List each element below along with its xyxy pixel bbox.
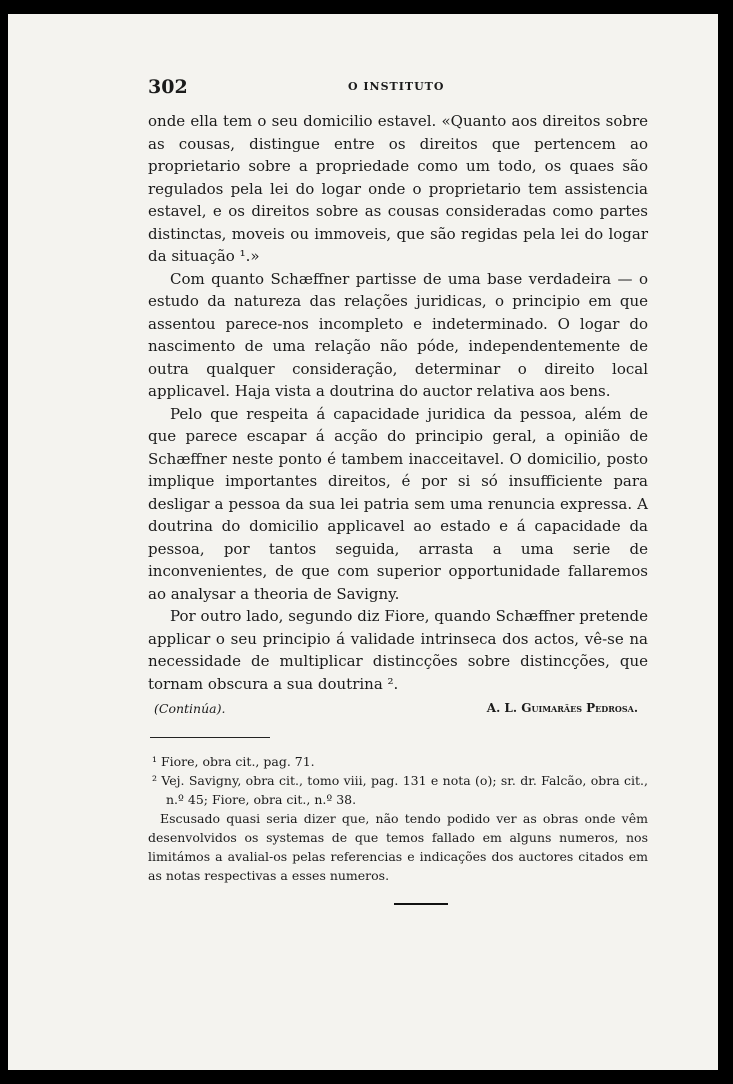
end-rule (394, 903, 448, 905)
running-head (148, 70, 648, 110)
author-name: A. L. Guimarães Pedrosa. (486, 701, 638, 715)
page-content (148, 70, 648, 905)
paragraph-2: Com quanto Schæffner partisse de uma base verdadeira — o estudo da natureza das relações juridicas, o principio em que assentou parece-nos incompleto e indeterminado. O logar do nascimento de uma relação não póde, independentemente de outra qualquer consideração, determinar o direito local applicavel. Haja vista a doutrina do auctor relativa aos bens. (148, 269, 648, 400)
continua-note: (Continúa). (154, 701, 226, 716)
page-number: 302 (148, 76, 188, 98)
footnote-1: ¹ Fiore, obra cit., pag. 71. (152, 754, 315, 769)
paragraph-1: onde ella tem o seu domicilio estavel. «Quanto aos direitos sobre as cousas, distingue entre os direitos que pertencem ao proprietario sobre a propriedade como um todo, os quaes são regulados pela lei do logar onde o proprietario tem assistencia estavel, e os direitos sobre as cousas consideradas como partes distinctas, moveis ou immoveis, que são regidas pela lei do logar da situação ¹.» (148, 112, 648, 265)
paragraph-4: Por outro lado, segundo diz Fiore, quando Schæffner pretende applicar o seu principio á validade intrinseca dos actos, vê-se na necessidade de multiplicar distincções sobre distincções, que tornam obscura a sua doutrina ². (148, 607, 648, 693)
footnotes (148, 752, 648, 885)
footnote-remark: Escusado quasi seria dizer que, não tendo podido ver as obras onde vêm desenvolvidos os systemas de que temos fallado em alguns numeros, nos limitámos a avalial-os pelas referencias e indicações dos auctores citados em as notas respectivas a esses numeros. (148, 811, 648, 883)
signoff (148, 697, 648, 723)
running-title: O INSTITUTO (348, 80, 445, 93)
footnote-2: ² Vej. Savigny, obra cit., tomo viii, pag. 131 e nota (o); sr. dr. Falcão, obra cit., n.º 45; Fiore, obra cit., n.º 38. (152, 773, 648, 807)
document-page (8, 14, 718, 1070)
footnote-divider (150, 737, 270, 738)
paragraph-3: Pelo que respeita á capacidade juridica da pessoa, além de que parece escapar á acção do principio geral, a opinião de Schæffner neste ponto é tambem inacceitavel. O domicilio, posto implique importantes direitos, é por si só insufficiente para desligar a pessoa da sua lei patria sem uma renuncia expressa. A doutrina do domicilio applicavel ao estado e á capacidade da pessoa, por tantos seguida, arrasta a uma serie de inconvenientes, de que com superior opportunidade fallaremos ao analysar a theoria de Savigny. (148, 404, 648, 603)
body-text (148, 110, 648, 695)
